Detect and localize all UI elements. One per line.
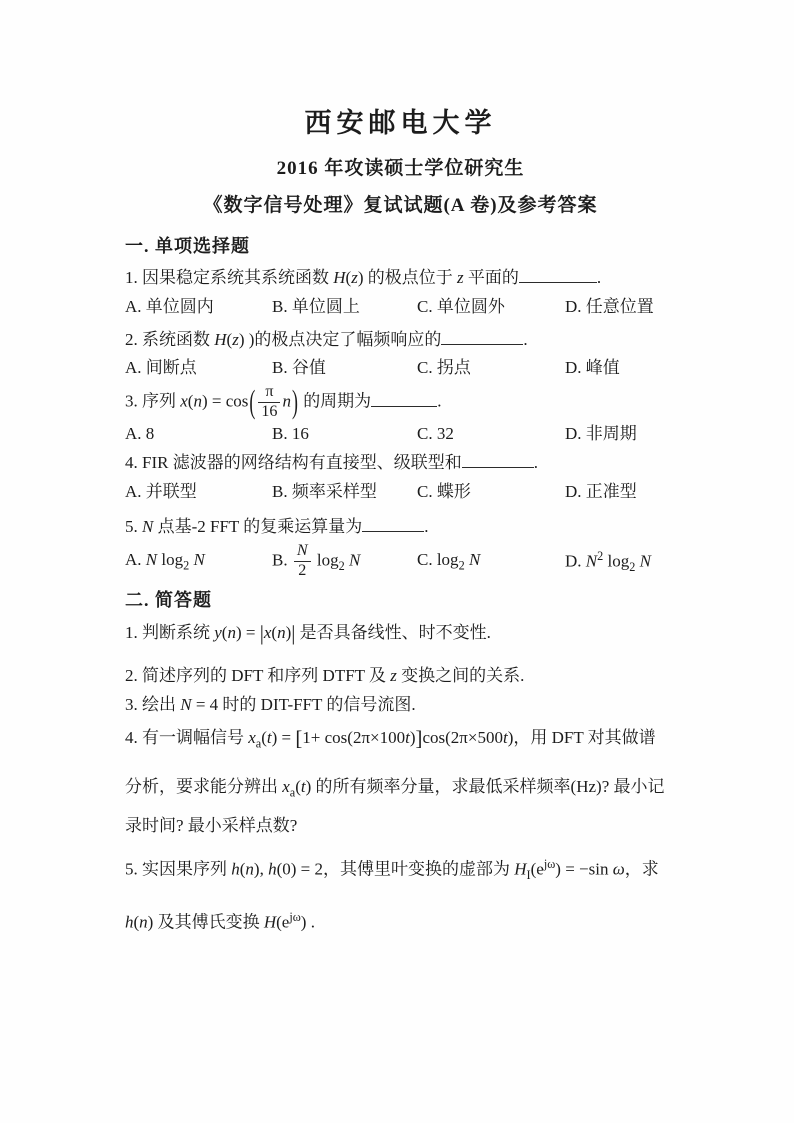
question-text: 录时间? 最小采样点数? bbox=[125, 815, 298, 835]
subtitle-year: 2016 年攻读硕士学位研究生 bbox=[276, 158, 525, 180]
question-text: 分析，要求能分辨出 $x_a(t)$ 的所有频率分量，求最低采样频率(Hz)? 最小记 bbox=[125, 777, 665, 800]
option-b: B. 谷值 bbox=[272, 358, 326, 378]
option-b: B. $\frac{N}{2}$ $\log_2 N$ bbox=[272, 542, 361, 580]
option-b: B. 频率采样型 bbox=[272, 482, 377, 502]
option-d: D. $N^2$ $\log_2 N$ bbox=[565, 548, 651, 574]
blank-underline bbox=[371, 389, 437, 407]
question-stem: 5. N 点基-2 FFT 的复乘运算量为 . bbox=[125, 514, 676, 539]
option-b: B. 单位圆上 bbox=[272, 296, 360, 316]
option-c: C. 单位圆外 bbox=[417, 296, 505, 316]
options-row bbox=[125, 481, 676, 504]
option-a: A. 间断点 bbox=[125, 358, 197, 378]
question-stem: 1. 因果稳定系统其系统函数 H(z) 的极点位于 z 平面的 . bbox=[125, 265, 676, 290]
page-title: 西安邮电大学 bbox=[304, 108, 497, 138]
question-stem: 4. 有一调幅信号 $x_a(t) = [1+ \cos(2\pi\times 100t)]\cos(2\pi\times 500t)$，用 DFT 对其做谱 bbox=[125, 727, 656, 751]
option-a: A. 单位圆内 bbox=[125, 296, 214, 316]
options-row bbox=[125, 423, 676, 446]
question-stem: 3. 绘出 N = 4 时的 DIT-FFT 的信号流图. bbox=[125, 695, 416, 715]
option-d: D. 正准型 bbox=[565, 482, 637, 502]
blank-underline bbox=[441, 327, 523, 345]
question-stem: 2. 系统函数 H(z) )的极点决定了幅频响应的 . bbox=[125, 327, 676, 352]
question-stem: 1. 判断系统 y(n) = |x(n)| 是否具备线性、时不变性. bbox=[125, 622, 491, 645]
section1-heading: 一. 单项选择题 bbox=[125, 236, 250, 257]
option-c: C. $\log_2 N$ bbox=[417, 550, 481, 573]
options-row bbox=[125, 357, 676, 380]
option-c: C. 拐点 bbox=[417, 358, 471, 378]
question-stem: 4. FIR 滤波器的网络结构有直接型、级联型和 . bbox=[125, 450, 676, 475]
question-stem: 2. 简述序列的 DFT 和序列 DTFT 及 z 变换之间的关系. bbox=[125, 666, 525, 686]
option-a: A. 并联型 bbox=[125, 482, 197, 502]
option-c: C. 蝶形 bbox=[417, 482, 471, 502]
option-d: D. 非周期 bbox=[565, 424, 637, 444]
question-stem: 3. 序列 x(n) = cos( $\frac{\pi}{16}$ n) 的周期为 . bbox=[125, 382, 442, 421]
section2-heading: 二. 简答题 bbox=[125, 589, 212, 610]
blank-underline bbox=[362, 514, 424, 532]
options-row bbox=[125, 296, 676, 319]
subtitle-course: 《数字信号处理》复试试题(A 卷)及参考答案 bbox=[203, 194, 598, 216]
question-text: h(n) 及其傅氏变换 $H(e^{j\omega})$ . bbox=[125, 910, 315, 933]
option-a: A. N $\log_2 N$ bbox=[125, 550, 205, 573]
blank-underline bbox=[519, 265, 597, 283]
blank-underline bbox=[462, 450, 534, 468]
option-b: B. 16 bbox=[272, 424, 309, 444]
option-d: D. 任意位置 bbox=[565, 296, 654, 316]
option-d: D. 峰值 bbox=[565, 358, 620, 378]
question-stem: 5. 实因果序列 h(n), h(0) = 2，其傅里叶变换的虚部为 $H_I(e^{j\omega}) = -\sin$ ω，求 bbox=[125, 856, 659, 882]
option-c: C. 32 bbox=[417, 424, 454, 444]
options-row bbox=[125, 543, 676, 580]
option-a: A. 8 bbox=[125, 424, 155, 444]
